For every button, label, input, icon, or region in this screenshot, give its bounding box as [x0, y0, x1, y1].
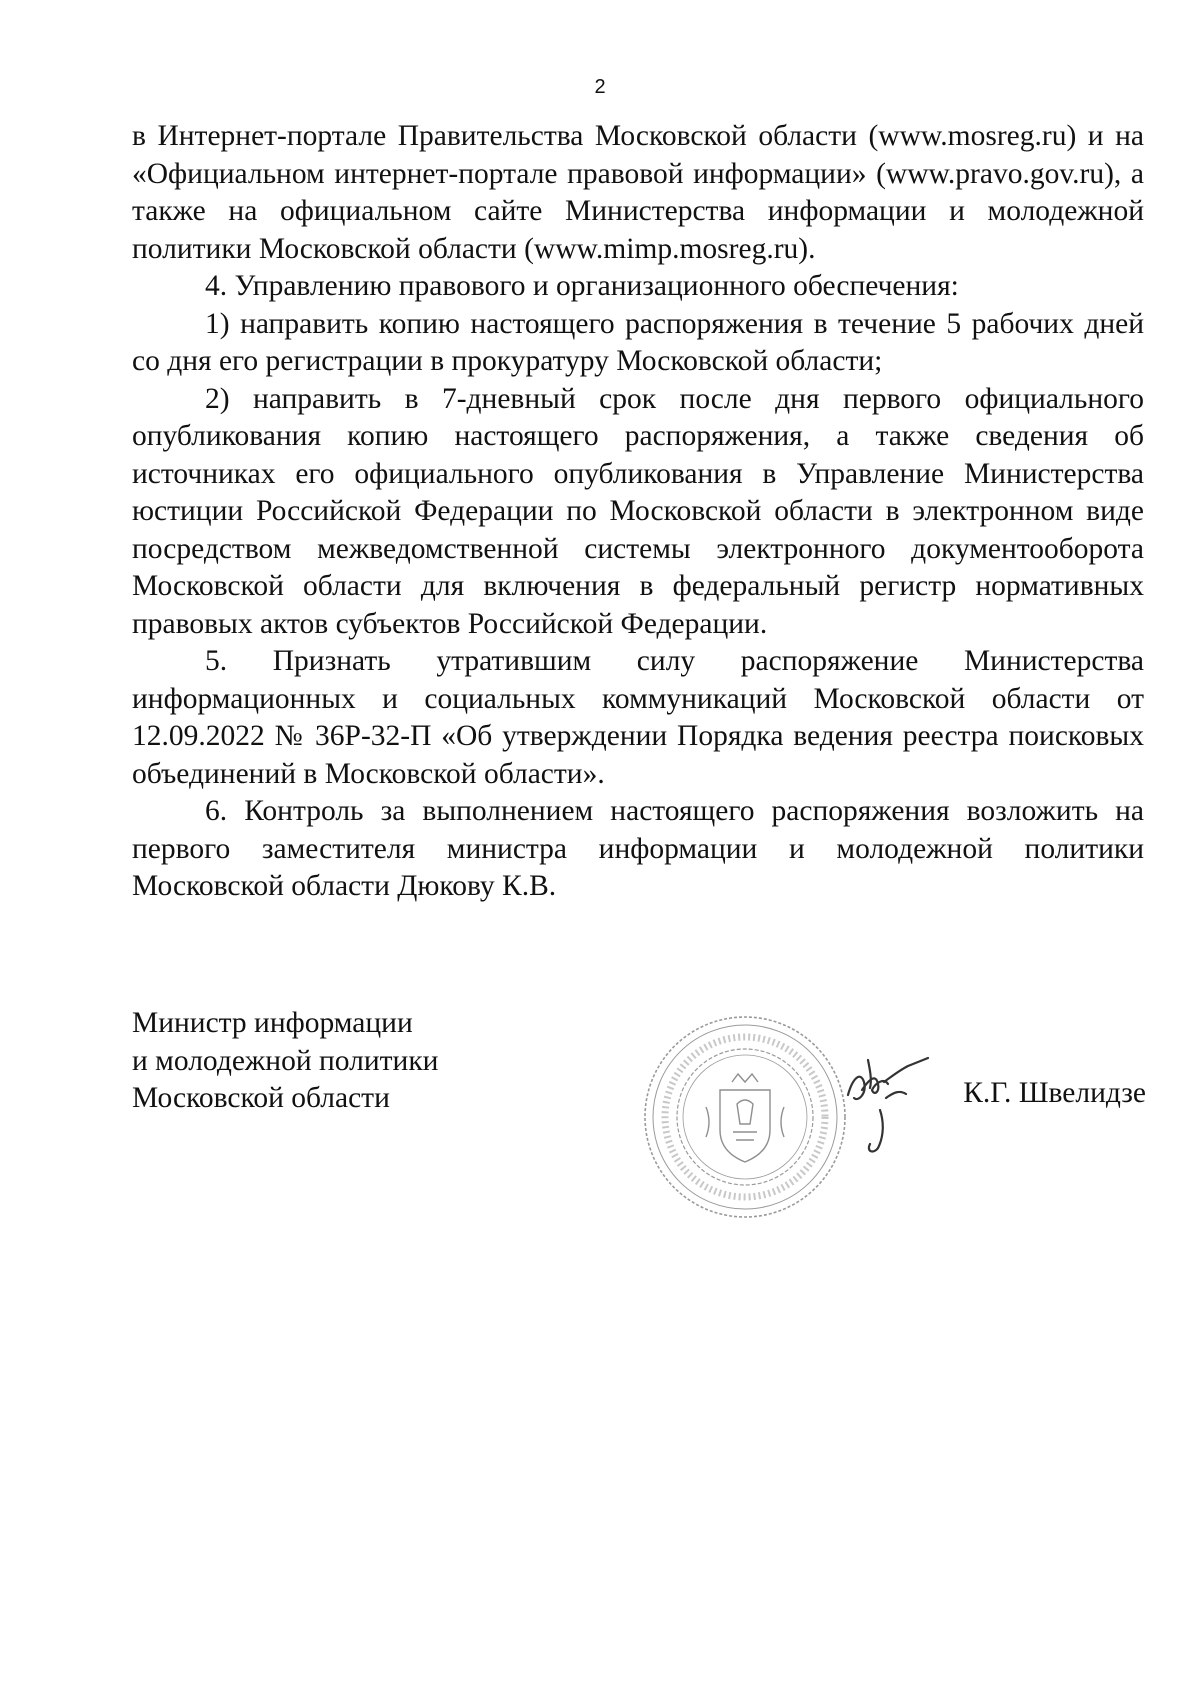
- signer-position-line-1: Министр информации: [132, 1007, 413, 1039]
- official-seal-icon: [640, 1012, 850, 1222]
- page-number: 2: [594, 76, 606, 98]
- paragraph-publication: в Интернет-портале Правительства Московской области (www.mosreg.ru) и на «Официальном интернет-портале правовой информации» (www.pravo.gov.ru), а также на официальном сайте Министерства информации и молодежной политики Московской области (www.mimp.mosreg.ru).: [132, 120, 1144, 265]
- paragraph-item-6: 6. Контроль за выполнением настоящего распоряжения возложить на первого заместителя министра информации и молодежной политики Московской области Дюкову К.В.: [132, 795, 1144, 902]
- signature-position: [132, 1005, 438, 1118]
- signer-name: К.Г. Швелидзе: [963, 1077, 1146, 1109]
- paragraph-item-4-1: 1) направить копию настоящего распоряжения в течение 5 рабочих дней со дня его регистрации в прокуратуру Московской области;: [132, 307, 1144, 377]
- document-body: [132, 118, 1144, 906]
- paragraph-item-4: 4. Управлению правового и организационного обеспечения:: [205, 270, 959, 302]
- signer-position-line-2: и молодежной политики: [132, 1044, 439, 1077]
- handwritten-signature-icon: [840, 1040, 940, 1160]
- paragraph-item-4-2: 2) направить в 7-дневный срок после дня первого официального опубликования копию настоящего распоряжения, а также сведения об источниках его официального опубликования в Управление Министерства юстиции Российской Федерации по Московской области в электронном виде посредством межведомственной системы электронного документооборота Московской области для включения в федеральный регистр нормативных правовых актов субъектов Российской Федерации.: [132, 382, 1144, 640]
- paragraph-item-5: 5. Признать утратившим силу распоряжение Министерства информационных и социальных коммуникаций Московской области от 12.09.2022 № 36Р-32-П «Об утверждении Порядка ведения реестра поисковых объединений в Московской области».: [132, 645, 1144, 790]
- signer-position-line-3: Московской области: [132, 1082, 390, 1114]
